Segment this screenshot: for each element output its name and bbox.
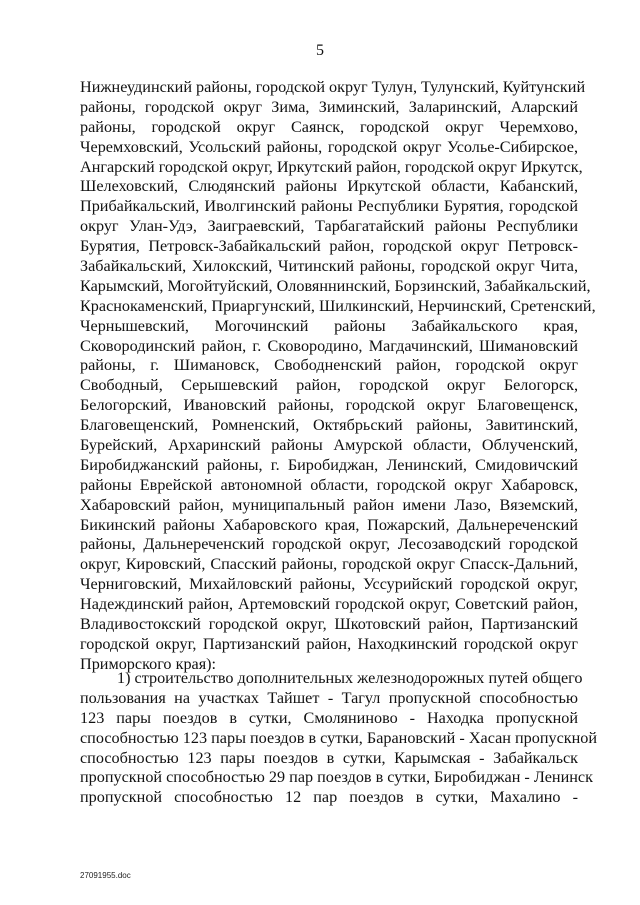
text-line: Нижнеудинский районы, городской округ Тулун, Тулунский, Куйтунский	[80, 78, 586, 96]
paragraph-region-list	[80, 78, 596, 675]
text-line: районы, г. Шимановск, Свободненский район, городской округ	[80, 356, 578, 375]
text-line: районы Еврейской автономной области, городской округ Хабаровск,	[80, 475, 578, 494]
text-line: пропускной способностью 12 пар поездов в сутки, Махалино -	[80, 788, 578, 807]
text-line: округ Улан-Удэ, Заиграевский, Тарбагатайский районы Республики	[80, 217, 578, 236]
text-line: городской округ, Партизанский район, Находкинский городской округ	[80, 634, 578, 653]
text-line: Чернышевский, Могочинский районы Забайкальского края,	[80, 316, 578, 335]
text-line: Черемховский, Усольский районы, городской округ Усолье-Сибирское,	[80, 137, 578, 156]
text-line: Сковородинский район, г. Сковородино, Магдачинский, Шимановский	[80, 336, 578, 355]
text-line: 123 пары поездов в сутки, Смоляниново - Находка пропускной	[80, 708, 578, 727]
text-line: Карымский, Могойтуйский, Оловяннинский, Борзинский, Забайкальский,	[80, 276, 591, 295]
text-line: округ, Кировский, Спасский районы, городской округ Спасск-Дальний,	[80, 555, 578, 574]
text-line: Белогорский, Ивановский районы, городской округ Благовещенск,	[80, 396, 578, 415]
text-line: Шелеховский, Слюдянский районы Иркутской области, Кабанский,	[80, 177, 578, 196]
text-line: Хабаровский район, муниципальный район имени Лазо, Вяземский,	[80, 495, 578, 514]
text-line: Биробиджанский районы, г. Биробиджан, Ленинский, Смидовичский	[80, 455, 578, 474]
text-line: Приморского края):	[80, 654, 217, 673]
text-line: Бурейский, Архаринский районы Амурской области, Облученский,	[80, 436, 578, 455]
text-line: Свободный, Серышевский район, городской округ Белогорск,	[80, 376, 578, 395]
text-line: пропускной способностью 29 пар поездов в сутки, Биробиджан - Ленинск	[80, 768, 593, 787]
text-line: способностью 123 пары поездов в сутки, Карымская - Забайкальск	[80, 748, 578, 767]
text-line: Владивостокский городской округ, Шкотовский район, Партизанский	[80, 615, 578, 634]
page-number: 5	[316, 42, 324, 59]
text-line: Краснокаменский, Приаргунский, Шилкинский, Нерчинский, Сретенский,	[80, 296, 596, 315]
text-line: районы, Дальнереченский городской округ, Лесозаводский городской	[80, 535, 578, 554]
text-line: пользования на участках Тайшет - Тагул пропускной способностью	[80, 688, 578, 707]
footer-filename: 27091955.doc	[80, 871, 131, 880]
text-line: Забайкальский, Хилокский, Читинский районы, городской округ Чита,	[80, 257, 578, 276]
text-line: Ангарский городской округ, Иркутский район, городской округ Иркутск,	[80, 157, 583, 176]
text-line: Надеждинский район, Артемовский городской округ, Советский район,	[80, 595, 578, 614]
text-line: Прибайкальский, Иволгинский районы Республики Бурятия, городской	[80, 197, 578, 216]
paragraph-construction-item	[80, 669, 598, 808]
text-line: Благовещенский, Ромненский, Октябрьский районы, Завитинский,	[80, 416, 578, 435]
text-line: районы, городской округ Зима, Зиминский, Заларинский, Аларский	[80, 97, 578, 116]
text-line: районы, городской округ Саянск, городской округ Черемхово,	[80, 117, 578, 136]
text-line: Бикинский районы Хабаровского края, Пожарский, Дальнереченский	[80, 515, 578, 534]
text-line: способностью 123 пары поездов в сутки, Барановский - Хасан пропускной	[80, 728, 598, 747]
text-line: Бурятия, Петровск-Забайкальский район, городской округ Петровск-	[80, 237, 578, 256]
text-line: Черниговский, Михайловский районы, Уссурийский городской округ,	[80, 575, 578, 594]
text-line: 1) строительство дополнительных железнодорожных путей общего	[117, 669, 583, 687]
